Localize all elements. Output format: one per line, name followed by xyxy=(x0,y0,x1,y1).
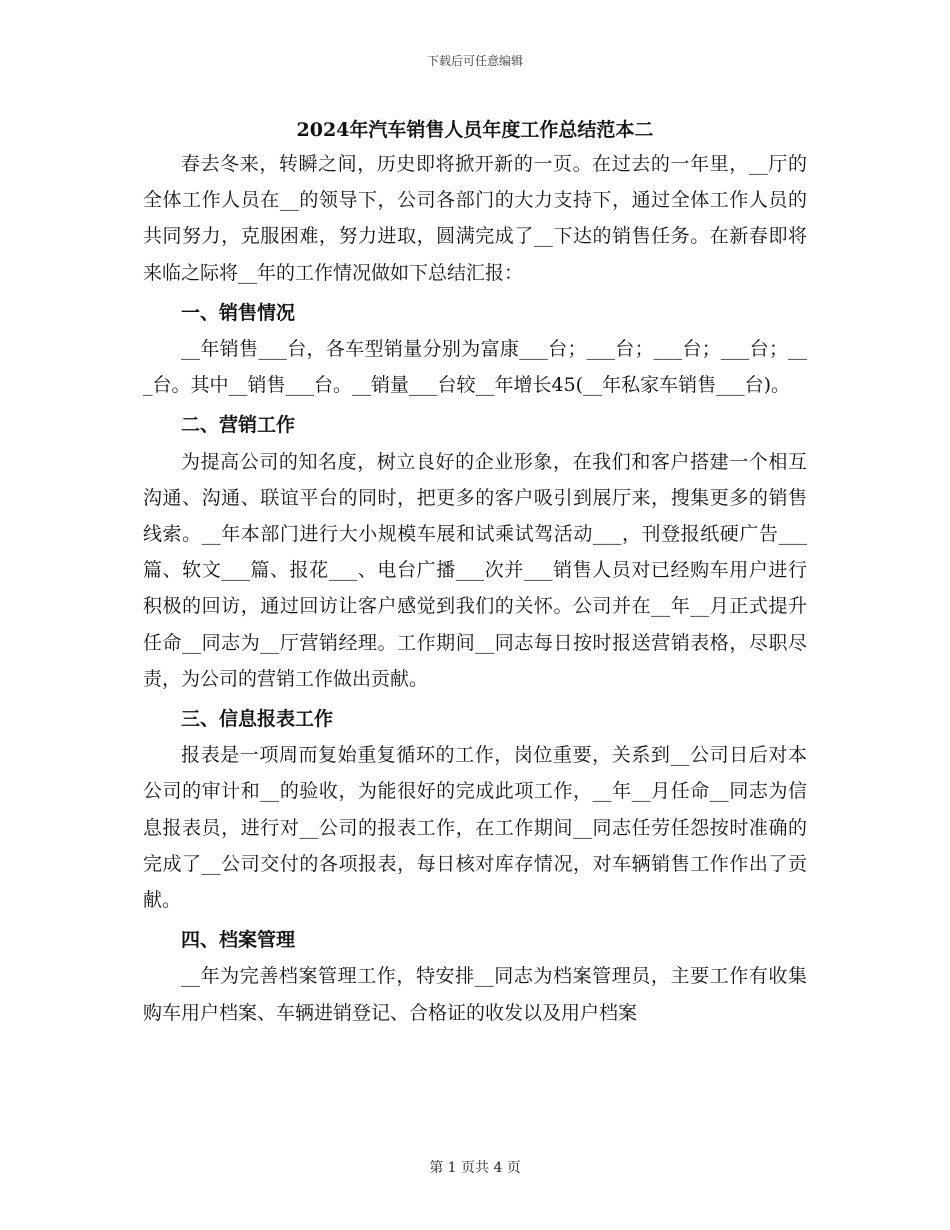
page-number: 第 1 页共 4 页 xyxy=(429,1160,521,1176)
section-body-sales: __年销售___台，各车型销量分别为富康___台；___台；___台；___台；___台。其中__销售___台。__销量___台较__年增长45(__年私家车销售___台)。 xyxy=(143,338,807,397)
section-body-reports: 报表是一项周而复始重复循环的工作，岗位重要，关系到__公司日后对本公司的审计和__的验收，为能很好的完成此项工作，__年__月任命__同志为信息报表员，进行对__公司的报表工作，在工作期间__同志任劳任怨按时准确的完成了__公司交付的各项报表，每日核对库存情况，对车辆销售工作作出了贡献。 xyxy=(143,744,807,912)
section-body-archives: __年为完善档案管理工作，特安排__同志为档案管理员，主要工作有收集购车用户档案、车辆进销登记、合格证的收发以及用户档案 xyxy=(143,965,807,1024)
page-header-note: 下载后可任意编辑 xyxy=(426,54,523,68)
section-heading-marketing: 二、营销工作 xyxy=(181,414,296,437)
section-heading-reports: 三、信息报表工作 xyxy=(181,708,334,731)
document-title: 2024年汽车销售人员年度工作总结范本二 xyxy=(296,119,654,141)
intro-paragraph: 春去冬来，转瞬之间，历史即将掀开新的一页。在过去的一年里，__厅的全体工作人员在__的领导下，公司各部门的大力支持下，通过全体工作人员的共同努力，克服困难，努力进取，圆满完成了__下达的销售任务。在新春即将来临之际将__年的工作情况做如下总结汇报： xyxy=(143,153,807,284)
section-heading-archives: 四、档案管理 xyxy=(181,929,296,952)
section-body-marketing: 为提高公司的知名度，树立良好的企业形象，在我们和客户搭建一个相互沟通、沟通、联谊平台的同时，把更多的客户吸引到展厅来，搜集更多的销售线索。__年本部门进行大小规模车展和试乘试驾活动___，刊登报纸硬广告___篇、软文___篇、报花___、电台广播___次并___销售人员对已经购车用户进行积极的回访，通过回访让客户感觉到我们的关怀。公司并在__年__月正式提升任命__同志为__厅营销经理。工作期间__同志每日按时报送营销表格，尽职尽责，为公司的营销工作做出贡献。 xyxy=(143,450,807,690)
section-heading-sales: 一、销售情况 xyxy=(181,301,296,324)
document-body xyxy=(143,114,807,1031)
